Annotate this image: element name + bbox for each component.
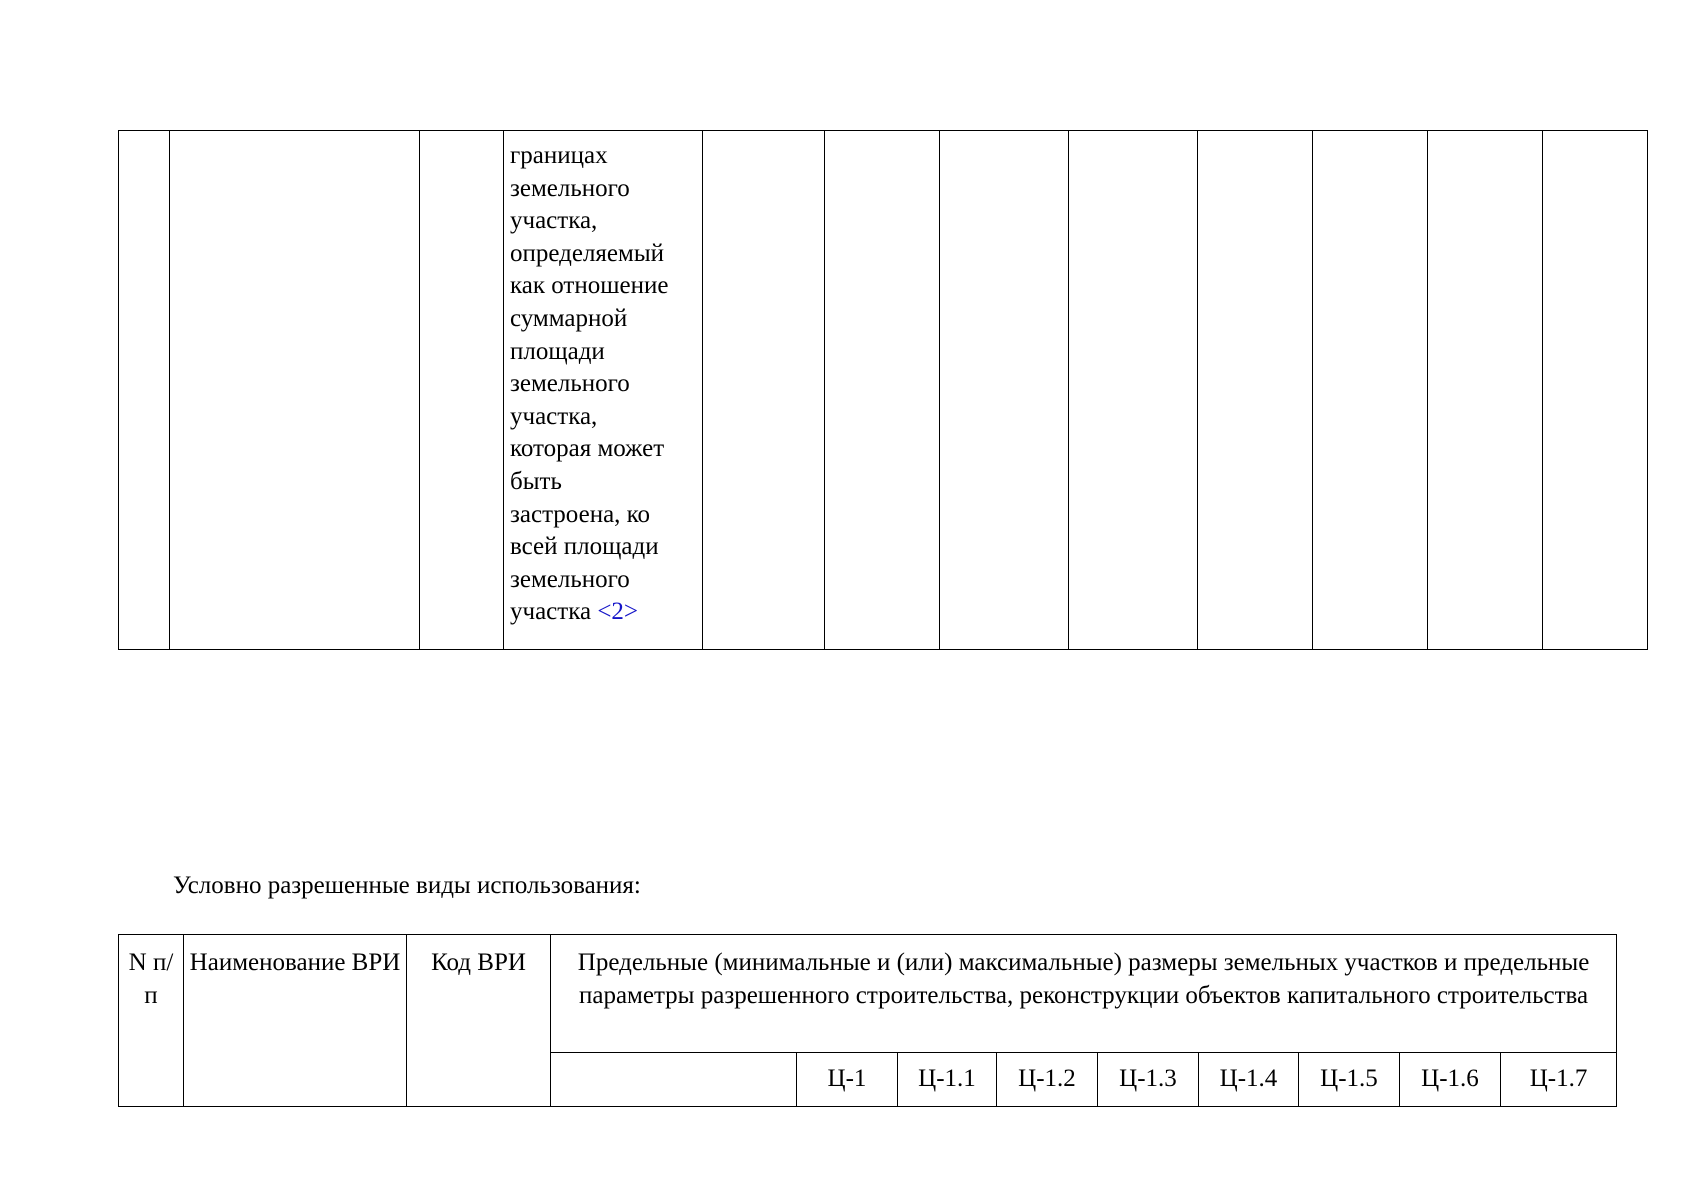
description-line: которая может: [510, 435, 665, 463]
zone-header: Ц-1: [797, 1053, 898, 1107]
zone-header: Ц-1.5: [1299, 1053, 1400, 1107]
header-parameters: Предельные (минимальные и (или) максимальные) размеры земельных участков и предельные параметры разрешенного строительства, реконструкции объектов капитального строительства: [551, 935, 1617, 1053]
header-code: Код ВРИ: [407, 935, 551, 1107]
description-line: площади: [510, 337, 605, 365]
empty-cell: [1428, 131, 1543, 650]
empty-cell: [703, 131, 825, 650]
description-line: участка,: [510, 402, 598, 430]
description-line: определяемый: [510, 239, 665, 267]
empty-cell: [119, 131, 170, 650]
description-line: границах: [510, 142, 608, 169]
description-line: земельного: [510, 370, 630, 398]
section-heading: Условно разрешенные виды использования:: [173, 872, 641, 899]
table-row: [119, 131, 1648, 650]
zone-header: Ц-1.7: [1501, 1053, 1617, 1107]
continued-parameters-table: [118, 130, 1648, 650]
description-line: как отношение: [510, 272, 669, 300]
zone-header: Ц-1.4: [1199, 1053, 1299, 1107]
conditional-uses-table: [118, 934, 1617, 1107]
empty-cell: [1198, 131, 1313, 650]
empty-cell: [551, 1053, 797, 1107]
description-line: земельного: [510, 565, 630, 593]
parameter-description-cell: [504, 131, 703, 650]
empty-cell: [825, 131, 940, 650]
description-line: участка: [510, 598, 592, 626]
header-number: N п/п: [119, 935, 184, 1107]
header-name: Наименование ВРИ: [184, 935, 407, 1107]
empty-cell: [1313, 131, 1428, 650]
description-line: суммарной: [510, 304, 628, 332]
description-line: участка,: [510, 207, 598, 235]
empty-cell: [1543, 131, 1648, 650]
description-line: земельного: [510, 174, 630, 202]
zone-header: Ц-1.6: [1400, 1053, 1501, 1107]
empty-cell: [1069, 131, 1198, 650]
empty-cell: [420, 131, 504, 650]
description-line: застроена, ко: [510, 500, 651, 528]
footnote-link[interactable]: <2>: [597, 598, 639, 626]
description-line: всей площади: [510, 533, 659, 561]
zone-header: Ц-1.3: [1098, 1053, 1199, 1107]
zone-header: Ц-1.2: [997, 1053, 1098, 1107]
description-last-line: [510, 596, 696, 629]
empty-cell: [940, 131, 1069, 650]
description-line: быть: [510, 467, 562, 495]
empty-cell: [170, 131, 420, 650]
zone-header: Ц-1.1: [898, 1053, 997, 1107]
table-header-row: [119, 935, 1617, 1053]
